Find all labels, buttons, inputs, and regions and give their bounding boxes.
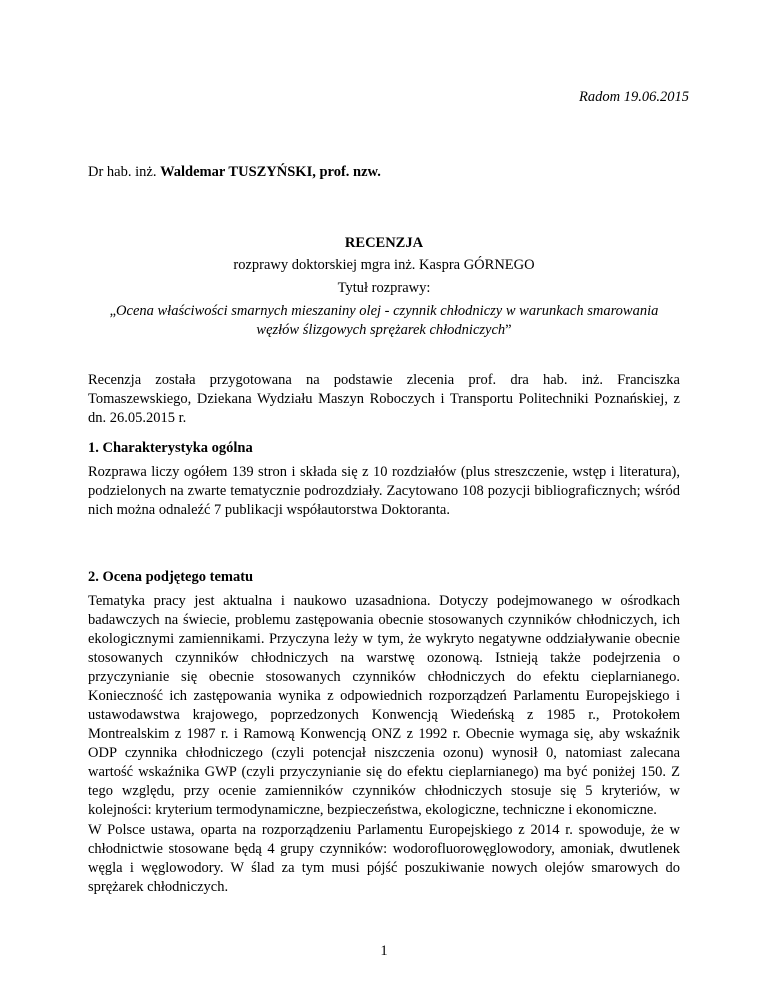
section-paragraph: Rozprawa liczy ogółem 139 stron i składa się z 10 rozdziałów (plus streszczenie, wstęp i literatura), podzielonych na zwarte tematycznie podrozdziały. Zacytowano 108 pozycji bibliograficznych; wśród nich można odnaleźć 7 publikacji współautorstwa Doktoranta.: [88, 464, 680, 518]
section-paragraph: W Polsce ustawa, oparta na rozporządzeniu Parlamentu Europejskiego z 2014 r. spowoduje, że w chłodnictwie stosowane będą 4 grupy czynników: wodorofluorowęglowodory, amoniak, dwutlenek węgla i węglowodory. W ślad za tym musi pójść poszukiwanie nowych olejów smarowych do sprężarek chłodniczych.: [88, 822, 680, 895]
review-heading: RECENZJA: [344, 235, 424, 251]
thesis-title-text: Ocena właściwości smarnych mieszaniny olej - czynnik chłodniczy w warunkach smarowania węzłów ślizgowych sprężarek chłodniczych: [116, 303, 659, 338]
reviewer-prefix: Dr hab. inż.: [88, 164, 161, 180]
close-quote: ”: [505, 322, 512, 338]
thesis-title-label: Tytuł rozprawy:: [337, 280, 431, 296]
section-heading: 2. Ocena podjętego tematu: [88, 569, 254, 585]
section-heading: 1. Charakterystyka ogólna: [88, 440, 253, 456]
reviewer-name: Waldemar TUSZYŃSKI, prof. nzw.: [160, 164, 381, 180]
open-quote: „: [109, 303, 117, 319]
page-number: 1: [380, 943, 388, 959]
review-subheading: rozprawy doktorskiej mgra inż. Kaspra GÓRNEGO: [233, 257, 535, 273]
intro-paragraph: Recenzja została przygotowana na podstawie zlecenia prof. dra hab. inż. Franciszka Tomaszewskiego, Dziekana Wydziału Maszyn Roboczych i Transportu Politechniki Poznańskiej, z dn. 26.05.2015 r.: [88, 372, 680, 426]
reviewer-line: [88, 164, 381, 181]
place-date: Radom 19.06.2015: [579, 89, 689, 105]
thesis-title: [88, 302, 680, 340]
section-paragraph: Tematyka pracy jest aktualna i naukowo uzasadniona. Dotyczy podejmowanego w ośrodkach badawczych na świecie, problemu zastępowania obecnie stosowanych czynników chłodniczych, ich ekologicznymi zamiennikami. Przyczyna leży w tym, że wykryto negatywne oddziaływanie obecnie stosowanych czynników chłodniczych na warstwę ozonową. Istnieją także podejrzenia o przyczynianie się obecnie stosowanych czynników chłodniczych do efektu cieplarnianego. Konieczność ich zastępowania wynika z odpowiednich rozporządzeń Parlamentu Europejskiego i ustawodawstwa krajowego, poprzedzonych Konwencją Wiedeńską z 1985 r., Protokołem Montrealskim z 1987 r. i Ramową Konwencją ONZ z 1992 r. Obecnie wymaga się, aby wskaźnik ODP czynnika chłodniczego (czyli potencjał niszczenia ozonu) wynosił 0, natomiast zalecana wartość wskaźnika GWP (czyli przyczynianie się do efektu cieplarnianego) ma być poniżej 150. Z tego względu, przy ocenie zamienników czynników chłodniczych stosuje się 5 kryteriów, w kolejności: kryterium termodynamiczne, bezpieczeństwa, ekologiczne, techniczne i ekonomiczne.: [88, 593, 680, 818]
